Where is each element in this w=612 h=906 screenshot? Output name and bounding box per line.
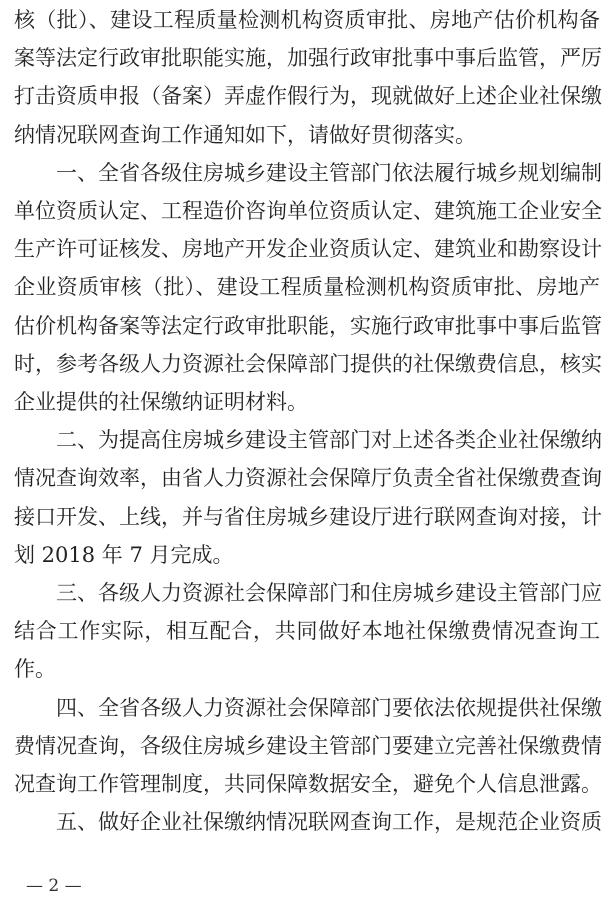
text-line: 划 2018 年 7 月完成。 — [14, 542, 234, 567]
text-line: 结合工作实际，相互配合，共同做好本地社保缴费情况查询工 — [14, 619, 600, 644]
text-line: 企业提供的社保缴纳证明材料。 — [14, 390, 308, 414]
text-line: 况查询工作管理制度，共同保障数据安全，避免个人信息泄露。 — [14, 772, 602, 796]
text-line: 核（批）、建设工程质量检测机构资质审批、房地产估价机构备 — [14, 8, 600, 32]
text-line: 三、各级人力资源社会保障部门和住房城乡建设主管部门应 — [14, 581, 602, 605]
text-line: 五、做好企业社保缴纳情况联网查询工作，是规范企业资质 — [14, 810, 602, 835]
text-line: 企业资质审核（批）、建设工程质量检测机构资质审批、房地产 — [14, 275, 600, 300]
text-line: 生产许可证核发、房地产开发企业资质认定、建筑业和勘察设计 — [14, 237, 602, 262]
text-line: 接口开发、上线，并与省住房城乡建设厅进行联网查询对接，计 — [14, 504, 602, 529]
text-line: 一、全省各级住房城乡建设主管部门依法履行城乡规划编制 — [14, 160, 602, 185]
text-line: 打击资质申报（备案）弄虚作假行为，现就做好上述企业社保缴 — [14, 84, 602, 109]
text-line: 时，参考各级人力资源社会保障部门提供的社保缴费信息，核实 — [14, 351, 602, 376]
text-line: 案等法定行政审批职能实施，加强行政审批事中事后监管，严厉 — [14, 46, 602, 71]
text-line: 情况查询效率，由省人力资源社会保障厅负责全省社保缴费查询 — [14, 466, 602, 491]
text-line: 二、为提高住房城乡建设主管部门对上述各类企业社保缴纳 — [14, 428, 602, 453]
text-line: 四、全省各级人力资源社会保障部门要依法依规提供社保缴 — [14, 695, 602, 720]
text-line: 纳情况联网查询工作通知如下，请做好贯彻落实。 — [14, 122, 476, 147]
text-line: 费情况查询，各级住房城乡建设主管部门要建立完善社保缴费情 — [14, 733, 602, 758]
page-number: — 2 — — [26, 876, 82, 896]
text-line: 单位资质认定、工程造价咨询单位资质认定、建筑施工企业安全 — [14, 199, 602, 223]
text-line: 作。 — [14, 657, 56, 682]
text-line: 估价机构备案等法定行政审批职能，实施行政审批事中事后监管 — [14, 313, 602, 338]
